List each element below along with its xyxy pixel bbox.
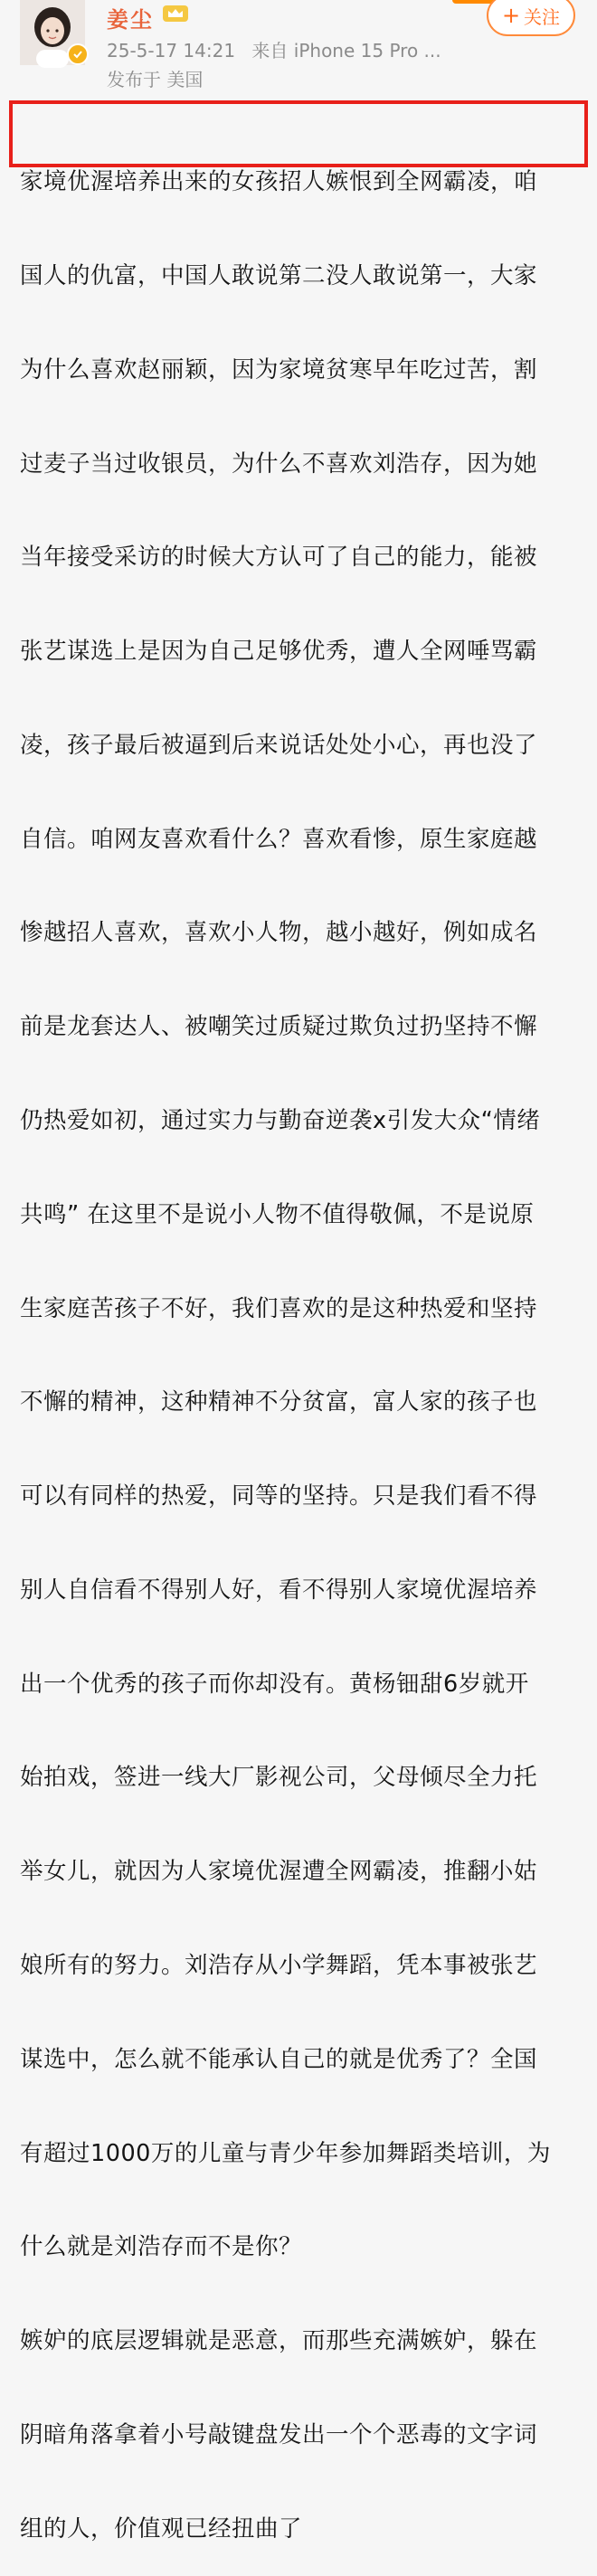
post-line: 前是龙套达人、被嘲笑过质疑过欺负过扔坚持不懈 (20, 1013, 538, 1041)
post-line: 出一个优秀的孩子而你却没有。黄杨钿甜6岁就开 (20, 1670, 529, 1698)
post-body (20, 104, 583, 2576)
follow-button[interactable] (487, 0, 575, 36)
post-line: 组的人，价值观已经扭曲了 (20, 2514, 303, 2543)
verified-badge-icon (67, 43, 89, 65)
follow-label: 关注 (524, 5, 561, 28)
post-line: 可以有同样的热爱，同等的坚持。只是我们看不得 (20, 1482, 538, 1511)
post-header (0, 0, 597, 99)
crown-icon (163, 4, 188, 24)
post-line: 举女儿，就因为人家境优渥遭全网霸凌，推翻小姑 (20, 1858, 538, 1886)
post-line: 有超过1000万的儿童与青少年参加舞蹈类培训，为 (20, 2139, 551, 2167)
post-line: 别人自信看不得别人好，看不得别人家境优渥培养 (20, 1576, 538, 1604)
post-line: 国人的仇富，中国人敢说第二没人敢说第一，大家 (20, 261, 538, 289)
post-line: 凌，孩子最后被逼到后来说话处处小心，再也没了 (20, 731, 538, 759)
post-location: 发布于 美国 (107, 69, 204, 90)
post-line: 当年接受采访的时候大方认可了自己的能力，能被 (20, 544, 538, 572)
post-line: 生家庭苦孩子不好，我们喜欢的是这种热爱和坚持 (20, 1294, 538, 1322)
post-line: 张艺谋选上是因为自己足够优秀，遭人全网唾骂霸 (20, 638, 538, 666)
post-line: 什么就是刘浩存而不是你？ (20, 2233, 303, 2261)
post-line: 阴暗角落拿着小号敲键盘发出一个个恶毒的文字词 (20, 2420, 538, 2448)
post-line: 谋选中，怎么就不能承认自己的就是优秀了？全国 (20, 2045, 538, 2073)
post-line: 为什么喜欢赵丽颖，因为家境贫寒早年吃过苦，割 (20, 355, 538, 384)
post-meta (107, 36, 452, 62)
post-line: 共鸣” 在这里不是说小人物不值得敬佩，不是说原 (20, 1200, 535, 1228)
post-line: 始拍戏，签进一线大厂影视公司，父母倾尽全力托 (20, 1764, 538, 1792)
post-line: 不懈的精神，这种精神不分贫富，富人家的孩子也 (20, 1388, 538, 1416)
plus-icon: + (501, 3, 521, 28)
post-line: 嫉妒的底层逻辑就是恶意，而那些充满嫉妒，躲在 (20, 2327, 538, 2355)
post-line: 惨越招人喜欢，喜欢小人物，越小越好，例如成名 (20, 919, 538, 947)
post-timestamp: 25-5-17 14:21 (107, 40, 236, 62)
post-line: 家境优渥培养出来的女孩招人嫉恨到全网霸凌，咱 (20, 168, 538, 196)
post-line: 仍热爱如初，通过实力与勤奋逆袭x引发大众“情绪 (20, 1107, 541, 1134)
post-line: 自信。咱网友喜欢看什么？喜欢看惨，原生家庭越 (20, 825, 538, 853)
username[interactable]: 姜尘 (107, 7, 154, 33)
post-source: 来自 iPhone 15 Pro ... (251, 40, 441, 62)
post-line: 过麦子当过收银员，为什么不喜欢刘浩存，因为她 (20, 450, 538, 478)
post-line: 娘所有的努力。刘浩存从小学舞蹈，凭本事被张艺 (20, 1952, 538, 1980)
